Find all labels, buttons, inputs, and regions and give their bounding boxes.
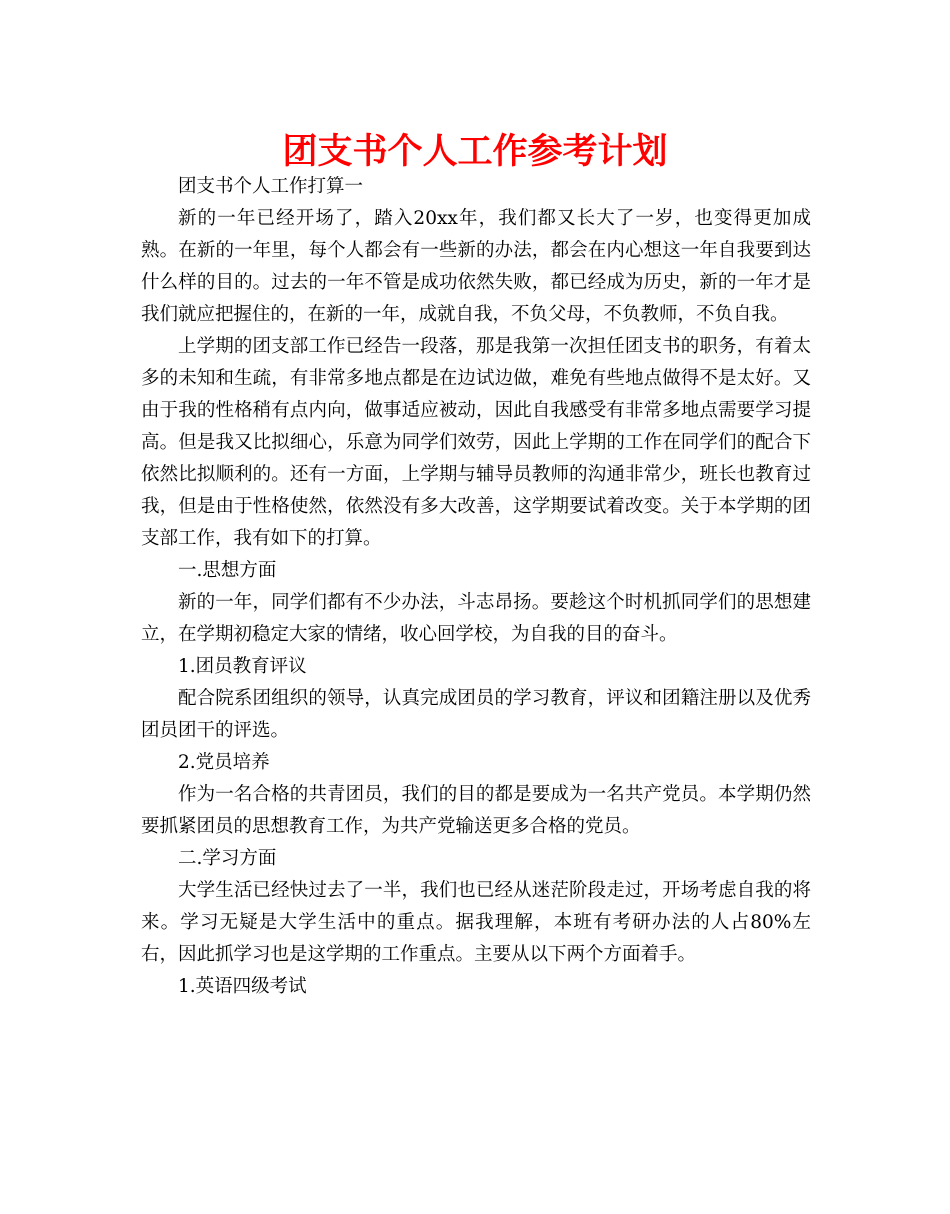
plan-subtitle: 团支书个人工作打算一	[178, 176, 364, 197]
document-title: 团支书个人工作参考计划	[282, 132, 668, 172]
document-body	[141, 171, 811, 1003]
section-ideology-heading: 一.思想方面	[178, 560, 277, 581]
subsection-party-training-heading: 2.党员培养	[178, 752, 270, 773]
subsection-cet4-heading: 1.英语四级考试	[178, 976, 307, 997]
ideology-paragraph: 新的一年，同学们都有不少办法，斗志昂扬。要趁这个时机抓同学们的思想建立，在学期初稳定大家的情绪，收心回学校，为自我的目的奋斗。	[141, 592, 811, 645]
section-study-heading: 二.学习方面	[178, 848, 277, 869]
intro-paragraph: 新的一年已经开场了，踏入20xx年，我们都又长大了一岁，也变得更加成熟。在新的一年里，每个人都会有一些新的办法，都会在内心想这一年自我要到达什么样的目的。过去的一年不管是成功依然失败，都已经成为历史，新的一年才是我们就应把握住的，在新的一年，成就自我，不负父母，不负教师，不负自我。	[141, 208, 811, 325]
subsection-member-review-heading: 1.团员教育评议	[178, 656, 307, 677]
review-paragraph: 上学期的团支部工作已经告一段落，那是我第一次担任团支书的职务，有着太多的未知和生疏，有非常多地点都是在边试边做，难免有些地点做得不是太好。又由于我的性格稍有点内向，做事适应被动，因此自我感受有非常多地点需要学习提高。但是我又比拟细心，乐意为同学们效劳，因此上学期的工作在同学们的配合下依然比拟顺利的。还有一方面，上学期与辅导员教师的沟通非常少，班长也教育过我，但是由于性格使然，依然没有多大改善，这学期要试着改变。关于本学期的团支部工作，我有如下的打算。	[141, 336, 811, 549]
member-review-paragraph: 配合院系团组织的领导，认真完成团员的学习教育，评议和团籍注册以及优秀团员团干的评选。	[141, 688, 811, 741]
party-training-paragraph: 作为一名合格的共青团员，我们的目的都是要成为一名共产党员。本学期仍然要抓紧团员的思想教育工作，为共产党输送更多合格的党员。	[141, 784, 811, 837]
study-paragraph: 大学生活已经快过去了一半，我们也已经从迷茫阶段走过，开场考虑自我的将来。学习无疑是大学生活中的重点。据我理解，本班有考研办法的人占80%左右，因此抓学习也是这学期的工作重点。主要从以下两个方面着手。	[141, 880, 811, 965]
